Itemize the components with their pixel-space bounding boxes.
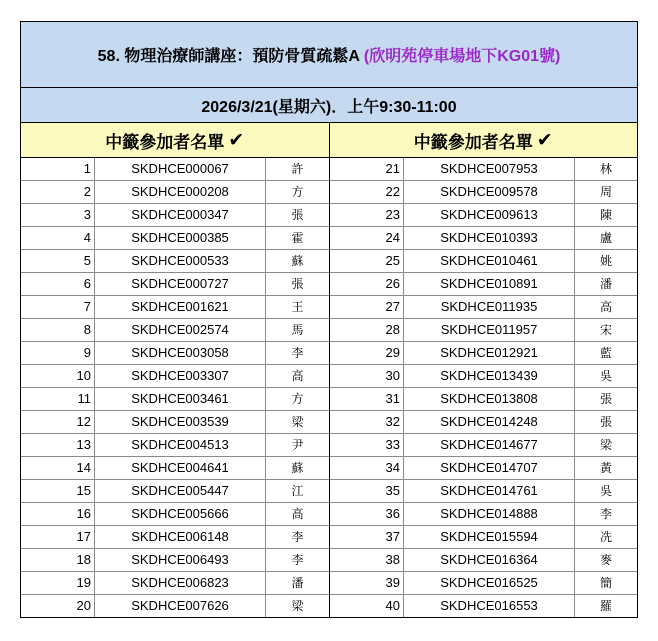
participant-surname: 冼 xyxy=(575,526,638,549)
participant-code: SKDHCE009578 xyxy=(404,181,575,204)
participant-code: SKDHCE011935 xyxy=(404,296,575,319)
participant-code: SKDHCE012921 xyxy=(404,342,575,365)
table-row xyxy=(21,595,329,618)
table-row xyxy=(21,227,329,250)
table-row xyxy=(330,273,637,296)
table-row xyxy=(21,411,329,434)
participant-surname: 梁 xyxy=(266,411,330,434)
row-number: 15 xyxy=(21,480,95,503)
participant-surname: 李 xyxy=(575,503,638,526)
participant-code: SKDHCE010393 xyxy=(404,227,575,250)
participant-surname: 李 xyxy=(266,342,330,365)
row-number: 20 xyxy=(21,595,95,618)
participant-surname: 張 xyxy=(575,388,638,411)
participant-surname: 羅 xyxy=(599,599,612,613)
row-number: 37 xyxy=(330,526,404,549)
row-number: 36 xyxy=(330,503,404,526)
list-heading-text: 中籤參加者名單 xyxy=(413,132,533,152)
table-row xyxy=(21,365,329,388)
participant-surname: 尹 xyxy=(266,434,330,457)
row-number: 38 xyxy=(330,549,404,572)
row-number: 13 xyxy=(21,434,95,457)
row-number: 28 xyxy=(330,319,404,342)
participant-surname: 吳 xyxy=(575,365,638,388)
participant-code: SKDHCE006148 xyxy=(95,526,266,549)
table-row xyxy=(330,158,637,181)
participant-code: SKDHCE005447 xyxy=(95,480,266,503)
row-number: 4 xyxy=(21,227,95,250)
row-number: 14 xyxy=(21,457,95,480)
participant-surname: 高 xyxy=(575,296,638,319)
row-number: 1 xyxy=(21,158,95,181)
participant-code: SKDHCE014761 xyxy=(404,480,575,503)
row-number: 23 xyxy=(330,204,404,227)
participant-surname: 馬 xyxy=(266,319,330,342)
participant-surname: 霍 xyxy=(266,227,330,250)
right-table xyxy=(330,158,637,617)
list-body xyxy=(21,158,637,617)
table-row xyxy=(330,434,637,457)
participant-code: SKDHCE002574 xyxy=(95,319,266,342)
row-number: 18 xyxy=(21,549,95,572)
participant-surname: 高 xyxy=(266,503,330,526)
row-number: 11 xyxy=(21,388,95,411)
participant-sheet xyxy=(20,21,638,618)
table-row xyxy=(21,457,329,480)
participant-code: SKDHCE016364 xyxy=(404,549,575,572)
participant-code: SKDHCE003461 xyxy=(95,388,266,411)
table-row xyxy=(21,526,329,549)
participant-surname: 蘇 xyxy=(266,250,330,273)
row-number: 35 xyxy=(330,480,404,503)
table-row xyxy=(21,319,329,342)
participant-surname: 張 xyxy=(266,204,330,227)
left-column xyxy=(21,158,329,617)
table-row xyxy=(330,411,637,434)
row-number: 2 xyxy=(21,181,95,204)
participant-surname: 江 xyxy=(266,480,330,503)
table-row xyxy=(21,549,329,572)
list-heading-text: 中籤參加者名單 xyxy=(105,132,225,152)
table-row xyxy=(21,296,329,319)
table-row xyxy=(330,319,637,342)
participant-surname: 梁 xyxy=(291,599,304,613)
row-number: 39 xyxy=(330,572,404,595)
table-row xyxy=(330,365,637,388)
participant-code: SKDHCE010461 xyxy=(404,250,575,273)
participant-code: SKDHCE014248 xyxy=(404,411,575,434)
table-row xyxy=(21,572,329,595)
table-row xyxy=(330,480,637,503)
table-row xyxy=(330,503,637,526)
table-row xyxy=(330,250,637,273)
row-number: 40 xyxy=(330,595,404,618)
participant-code: SKDHCE014707 xyxy=(404,457,575,480)
participant-surname: 高 xyxy=(266,365,330,388)
table-row xyxy=(330,227,637,250)
participant-code: SKDHCE016553 xyxy=(404,595,575,618)
row-number: 21 xyxy=(330,158,404,181)
row-number: 5 xyxy=(21,250,95,273)
participant-surname: 陳 xyxy=(575,204,638,227)
participant-surname: 張 xyxy=(575,411,638,434)
table-row xyxy=(21,181,329,204)
table-row xyxy=(21,434,329,457)
participant-surname: 李 xyxy=(266,549,330,572)
participant-code: SKDHCE000347 xyxy=(95,204,266,227)
check-icon: ✔ xyxy=(228,129,245,151)
participant-code: SKDHCE013439 xyxy=(404,365,575,388)
participant-code: SKDHCE005666 xyxy=(95,503,266,526)
date-row xyxy=(21,88,637,123)
row-number: 29 xyxy=(330,342,404,365)
table-row xyxy=(330,457,637,480)
participant-surname: 張 xyxy=(266,273,330,296)
participant-code: SKDHCE015594 xyxy=(404,526,575,549)
participant-surname: 方 xyxy=(266,181,330,204)
row-number: 22 xyxy=(330,181,404,204)
row-number: 19 xyxy=(21,572,95,595)
table-row xyxy=(330,181,637,204)
participant-code: SKDHCE003539 xyxy=(95,411,266,434)
participant-surname: 黃 xyxy=(575,457,638,480)
participant-code: SKDHCE000067 xyxy=(95,158,266,181)
table-row xyxy=(21,273,329,296)
row-number: 17 xyxy=(21,526,95,549)
table-row xyxy=(330,296,637,319)
row-number: 34 xyxy=(330,457,404,480)
participant-code: SKDHCE011957 xyxy=(404,319,575,342)
participant-code: SKDHCE013808 xyxy=(404,388,575,411)
participant-surname: 王 xyxy=(266,296,330,319)
table-row xyxy=(21,204,329,227)
participant-code: SKDHCE001621 xyxy=(95,296,266,319)
participant-surname: 潘 xyxy=(266,572,330,595)
participant-code: SKDHCE014888 xyxy=(404,503,575,526)
row-number: 9 xyxy=(21,342,95,365)
participant-code: SKDHCE000727 xyxy=(95,273,266,296)
row-number: 12 xyxy=(21,411,95,434)
table-row xyxy=(21,503,329,526)
row-number: 33 xyxy=(330,434,404,457)
participant-surname: 梁 xyxy=(575,434,638,457)
row-number: 7 xyxy=(21,296,95,319)
row-number: 8 xyxy=(21,319,95,342)
table-row xyxy=(330,204,637,227)
participant-surname: 麥 xyxy=(575,549,638,572)
participant-surname: 李 xyxy=(266,526,330,549)
lecture-date: 2026/3/21(星期六)．上午9:30-11:00 xyxy=(201,98,457,116)
participant-surname: 藍 xyxy=(575,342,638,365)
list-heading-right xyxy=(329,123,638,157)
lecture-title: 58. 物理治療師講座：預防骨質疏鬆A xyxy=(97,48,360,65)
participant-code: SKDHCE014677 xyxy=(404,434,575,457)
row-number: 32 xyxy=(330,411,404,434)
participant-surname: 潘 xyxy=(575,273,638,296)
row-number: 10 xyxy=(21,365,95,388)
check-icon: ✔ xyxy=(536,129,553,151)
participant-code: SKDHCE009613 xyxy=(404,204,575,227)
row-number: 24 xyxy=(330,227,404,250)
participant-surname: 林 xyxy=(575,158,638,181)
participant-code: SKDHCE007626 xyxy=(95,595,266,618)
participant-surname: 宋 xyxy=(575,319,638,342)
participant-code: SKDHCE004513 xyxy=(95,434,266,457)
table-row xyxy=(21,342,329,365)
participant-code: SKDHCE006493 xyxy=(95,549,266,572)
title-row xyxy=(21,22,637,88)
participant-surname: 周 xyxy=(575,181,638,204)
participant-code: SKDHCE000385 xyxy=(95,227,266,250)
table-row xyxy=(21,388,329,411)
participant-surname: 盧 xyxy=(575,227,638,250)
table-row xyxy=(21,250,329,273)
participant-surname: 吳 xyxy=(575,480,638,503)
row-number: 27 xyxy=(330,296,404,319)
participant-surname: 方 xyxy=(266,388,330,411)
participant-code: SKDHCE007953 xyxy=(404,158,575,181)
participant-code: SKDHCE006823 xyxy=(95,572,266,595)
participant-code: SKDHCE003307 xyxy=(95,365,266,388)
participant-code: SKDHCE016525 xyxy=(404,572,575,595)
participant-surname: 姚 xyxy=(575,250,638,273)
table-row xyxy=(21,158,329,181)
row-number: 31 xyxy=(330,388,404,411)
participant-surname: 簡 xyxy=(575,572,638,595)
table-row xyxy=(330,549,637,572)
participant-code: SKDHCE000533 xyxy=(95,250,266,273)
right-column xyxy=(329,158,637,617)
row-number: 6 xyxy=(21,273,95,296)
table-row xyxy=(21,480,329,503)
row-number: 26 xyxy=(330,273,404,296)
participant-surname: 蘇 xyxy=(266,457,330,480)
row-number: 16 xyxy=(21,503,95,526)
row-number: 25 xyxy=(330,250,404,273)
list-heading-left xyxy=(21,123,329,157)
left-table xyxy=(21,158,329,617)
list-heading-row xyxy=(21,123,637,158)
row-number: 30 xyxy=(330,365,404,388)
table-row xyxy=(330,526,637,549)
table-row xyxy=(330,388,637,411)
table-row xyxy=(330,572,637,595)
participant-surname: 許 xyxy=(266,158,330,181)
table-row xyxy=(330,595,637,618)
participant-code: SKDHCE004641 xyxy=(95,457,266,480)
lecture-location: (欣明苑停車場地下KG01號) xyxy=(363,48,561,65)
participant-code: SKDHCE010891 xyxy=(404,273,575,296)
table-row xyxy=(330,342,637,365)
row-number: 3 xyxy=(21,204,95,227)
participant-code: SKDHCE003058 xyxy=(95,342,266,365)
participant-code: SKDHCE000208 xyxy=(95,181,266,204)
